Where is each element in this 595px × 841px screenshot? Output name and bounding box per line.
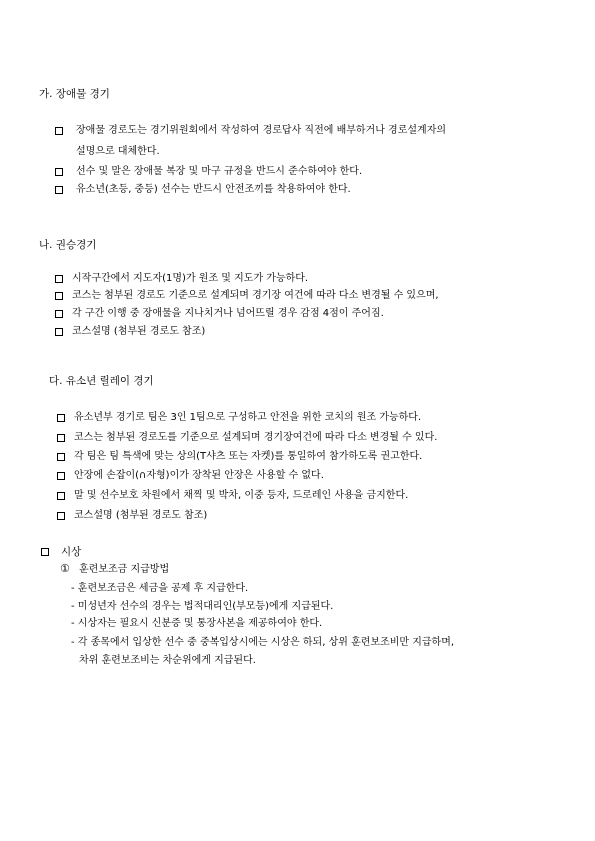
- bullet-item: - 각 종목에서 입상한 선수 중 중복입상시에는 시상은 하되, 상위 훈련보조비만 지급하며,: [71, 637, 455, 648]
- subsection-title: 훈련보조금 지급방법: [79, 564, 170, 575]
- list-item: 유소년부 경기로 팀은 3인 1팀으로 구성하고 안전을 위한 코치의 원조 가능하다.: [74, 412, 422, 423]
- list-item: 각 팀은 팀 특색에 맞는 상의(T샤츠 또는 자켓)를 통일하여 참가하도록 권고한다.: [74, 451, 423, 462]
- checkbox-icon: [57, 512, 65, 520]
- checkbox-icon: [57, 414, 65, 422]
- section-heading-gymkhana: 나. 권승경기: [39, 239, 97, 251]
- checkbox-icon: [55, 127, 63, 135]
- list-item-continuation: 설명으로 대체한다.: [76, 146, 160, 157]
- list-item: 장애물 경로도는 경기위원회에서 작성하여 경로답사 직전에 배부하거나 경로설계자의: [76, 125, 447, 136]
- bullet-item: - 시상자는 필요시 신분증 및 통장사본을 제공하여야 한다.: [71, 618, 323, 629]
- checkbox-icon: [57, 453, 65, 461]
- checkbox-icon: [55, 328, 63, 336]
- checkbox-icon: [57, 492, 65, 500]
- list-item: 코스설명 (첨부된 경로도 참조): [74, 510, 208, 521]
- section-heading-obstacle: 가. 장애물 경기: [39, 88, 110, 100]
- list-item: 코스설명 (첨부된 경로도 참조): [72, 326, 206, 337]
- bullet-item: - 훈련보조금은 세금을 공제 후 지급한다.: [71, 583, 249, 594]
- checkbox-icon: [55, 275, 63, 283]
- list-item: 말 및 선수보호 차원에서 채찍 및 박차, 이중 등자, 드로레인 사용을 금지한다.: [74, 490, 409, 501]
- section-heading-youth-relay: 다. 유소년 릴레이 경기: [49, 375, 154, 387]
- list-item: 선수 및 말은 장애물 복장 및 마구 규정을 반드시 준수하여야 한다.: [76, 166, 363, 177]
- checkbox-icon: [55, 292, 63, 300]
- section-heading-award: 시상: [61, 546, 82, 558]
- list-item: 코스는 첨부된 경로도를 기준으로 설계되며 경기장여건에 따라 다소 변경될 수 있다.: [74, 432, 438, 443]
- checkbox-icon: [55, 186, 63, 194]
- bullet-item-continuation: 차위 훈련보조비는 차순위에게 지급된다.: [79, 655, 256, 666]
- number-circle-icon: ①: [60, 562, 70, 575]
- bullet-item: - 미성년자 선수의 경우는 법적대리인(부모등)에게 지급된다.: [71, 601, 334, 612]
- checkbox-icon: [57, 434, 65, 442]
- checkbox-icon: [41, 548, 49, 556]
- checkbox-icon: [55, 310, 63, 318]
- checkbox-icon: [57, 472, 65, 480]
- checkbox-icon: [55, 168, 63, 176]
- list-item: 시작구간에서 지도자(1명)가 원조 및 지도가 가능하다.: [72, 273, 309, 284]
- list-item: 각 구간 이행 중 장애물을 지나치거나 넘어뜨릴 경우 감점 4점이 주어짐.: [72, 308, 384, 319]
- list-item: 안장에 손잡이(∩자형)이가 장착된 안장은 사용할 수 없다.: [74, 470, 324, 481]
- list-item: 유소년(초등, 중등) 선수는 반드시 안전조끼를 착용하여야 한다.: [76, 184, 351, 195]
- list-item: 코스는 첨부된 경로도 기준으로 설계되며 경기장 여건에 따라 다소 변경될 수 있으며,: [72, 290, 439, 301]
